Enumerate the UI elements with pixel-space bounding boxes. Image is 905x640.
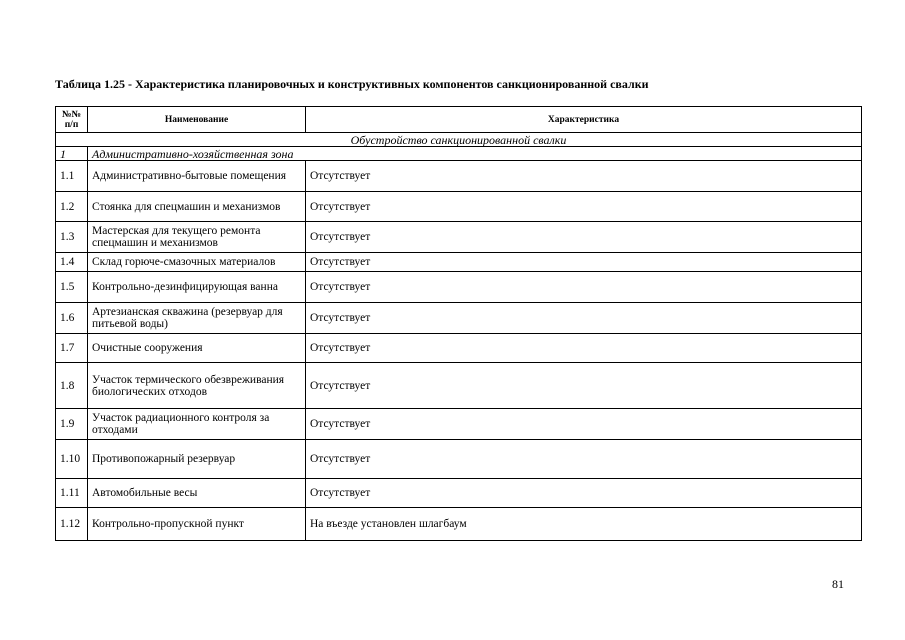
row-characteristic: Отсутствует	[306, 222, 862, 253]
table-header-row	[56, 107, 862, 133]
row-num: 1.12	[56, 508, 88, 541]
row-characteristic: На въезде установлен шлагбаум	[306, 508, 862, 541]
table-row	[56, 222, 862, 253]
zone-name: Административно-хозяйственная зона	[88, 147, 862, 161]
characteristics-table	[55, 106, 862, 541]
section-row	[56, 133, 862, 147]
header-characteristic: Характеристика	[306, 107, 862, 133]
row-characteristic: Отсутствует	[306, 303, 862, 334]
row-name: Участок термического обезвреживания биологических отходов	[88, 363, 306, 409]
row-num: 1.7	[56, 334, 88, 363]
row-characteristic: Отсутствует	[306, 440, 862, 479]
row-num: 1.6	[56, 303, 88, 334]
row-num: 1.10	[56, 440, 88, 479]
row-name: Артезианская скважина (резервуар для питьевой воды)	[88, 303, 306, 334]
table-caption: Таблица 1.25 - Характеристика планировочных и конструктивных компонентов санкционированной свалки	[55, 77, 649, 91]
row-num: 1.2	[56, 192, 88, 222]
row-num: 1.1	[56, 161, 88, 192]
row-num: 1.11	[56, 479, 88, 508]
table-row	[56, 303, 862, 334]
zone-num: 1	[56, 147, 88, 161]
table-row	[56, 479, 862, 508]
row-characteristic: Отсутствует	[306, 161, 862, 192]
row-characteristic: Отсутствует	[306, 409, 862, 440]
table-row	[56, 334, 862, 363]
header-num: №№ п/п	[56, 107, 88, 133]
row-name: Контрольно-пропускной пункт	[88, 508, 306, 541]
row-name: Стоянка для спецмашин и механизмов	[88, 192, 306, 222]
row-num: 1.5	[56, 272, 88, 303]
section-title: Обустройство санкционированной свалки	[56, 133, 862, 147]
row-name: Автомобильные весы	[88, 479, 306, 508]
row-characteristic: Отсутствует	[306, 479, 862, 508]
table-row	[56, 440, 862, 479]
row-num: 1.4	[56, 253, 88, 272]
table-row	[56, 272, 862, 303]
row-name: Контрольно-дезинфицирующая ванна	[88, 272, 306, 303]
table-row	[56, 508, 862, 541]
header-name: Наименование	[88, 107, 306, 133]
row-characteristic: Отсутствует	[306, 253, 862, 272]
row-num: 1.3	[56, 222, 88, 253]
row-num: 1.8	[56, 363, 88, 409]
row-name: Административно-бытовые помещения	[88, 161, 306, 192]
row-characteristic: Отсутствует	[306, 363, 862, 409]
table-row	[56, 192, 862, 222]
table-row	[56, 363, 862, 409]
zone-row	[56, 147, 862, 161]
row-name: Склад горюче-смазочных материалов	[88, 253, 306, 272]
row-characteristic: Отсутствует	[306, 272, 862, 303]
row-name: Противопожарный резервуар	[88, 440, 306, 479]
row-characteristic: Отсутствует	[306, 334, 862, 363]
table-row	[56, 161, 862, 192]
row-characteristic: Отсутствует	[306, 192, 862, 222]
page-number: 81	[832, 577, 844, 591]
table-row	[56, 409, 862, 440]
row-name: Очистные сооружения	[88, 334, 306, 363]
row-num: 1.9	[56, 409, 88, 440]
table-row	[56, 253, 862, 272]
row-name: Мастерская для текущего ремонта спецмашин и механизмов	[88, 222, 306, 253]
row-name: Участок радиационного контроля за отходами	[88, 409, 306, 440]
